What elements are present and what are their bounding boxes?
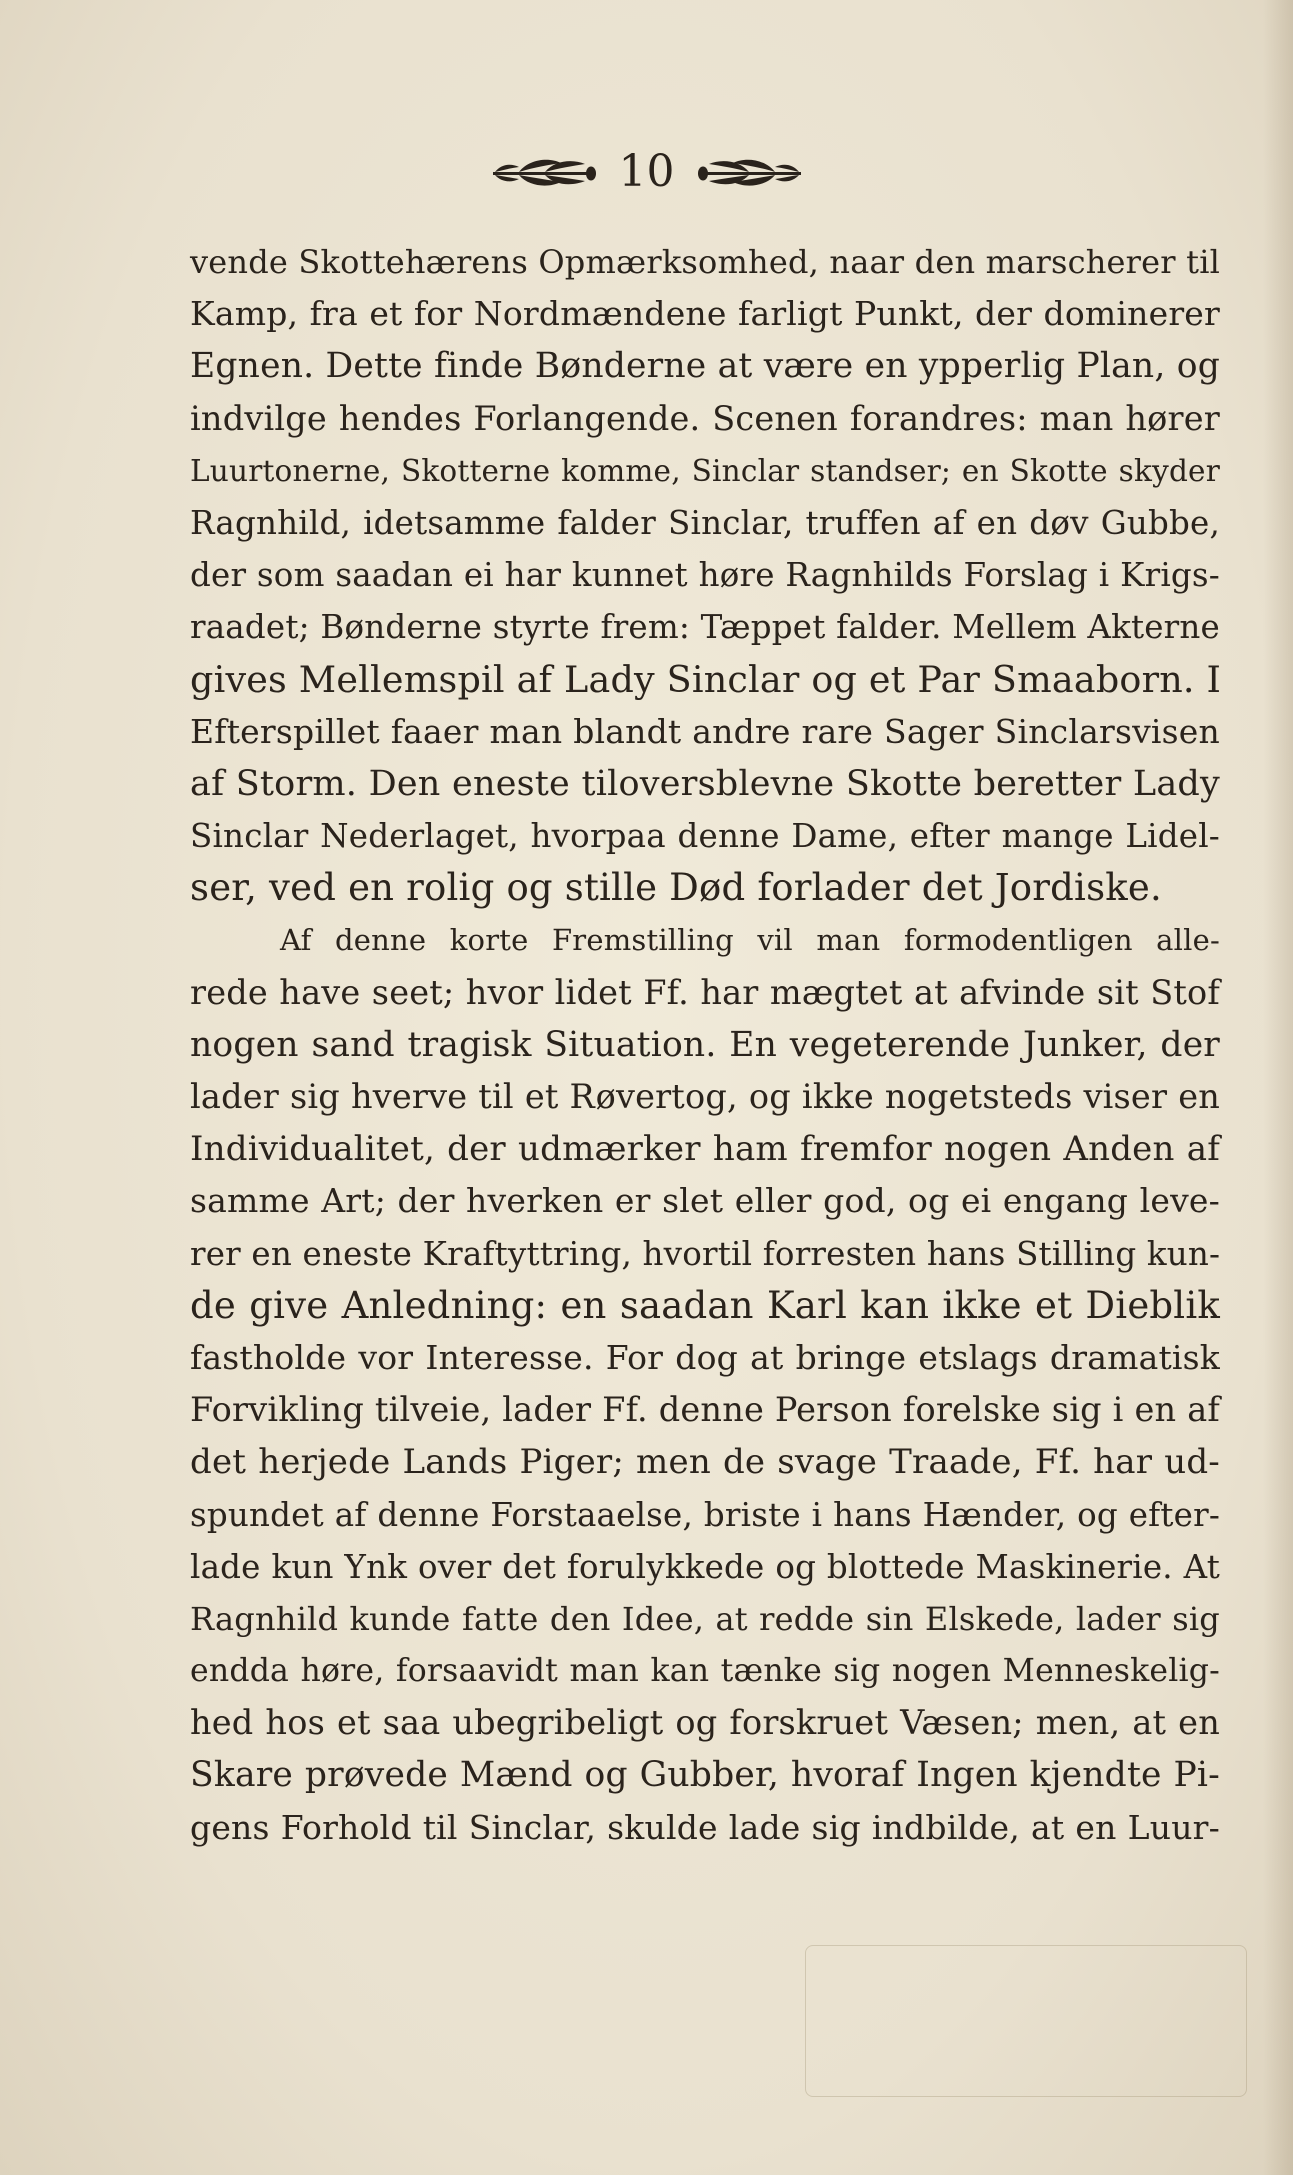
page-edge-shadow (1263, 0, 1293, 2175)
text-line: Luurtonerne, Skotterne komme, Sinclar standser; en Skotte skyder (190, 453, 1220, 488)
text-line: Ragnhild kunde fatte den Idee, at redde sin Elskede, lader sig (190, 1599, 1220, 1638)
text-line: Sinclar Nederlaget, hvorpaa denne Dame, efter mange Lidel- (190, 817, 1220, 856)
page-stain (805, 1945, 1247, 2097)
text-line: Individualitet, der udmærker ham fremfor nogen Anden af (190, 1129, 1220, 1170)
text-line: lade kun Ynk over det forulykkede og blottede Maskinerie. At (190, 1547, 1220, 1586)
text-line: spundet af denne Forstaaelse, briste i hans Hænder, og efter- (190, 1495, 1220, 1534)
text-line: endda høre, forsaavidt man kan tænke sig nogen Menneskelig- (190, 1653, 1220, 1690)
text-line: af Storm. Den eneste tiloversblevne Skotte beretter Lady (190, 763, 1220, 804)
text-line: rede have seet; hvor lidet Ff. har mægtet at afvinde sit Stof (190, 972, 1220, 1012)
text-line: Skare prøvede Mænd og Gubber, hvoraf Ingen kjendte Pi- (190, 1755, 1220, 1796)
text-line: raadet; Bønderne styrte frem: Tæppet falder. Mellem Akterne (190, 608, 1220, 647)
leaf-ornament-right-icon (697, 155, 805, 189)
text-line: vende Skottehærens Opmærksomhed, naar den marscherer til (190, 243, 1221, 281)
paragraph-2 (190, 914, 1220, 1853)
text-line: Af denne korte Fremstilling vil man formodentligen alle- (280, 923, 1220, 958)
page-number: 10 (618, 146, 675, 197)
text-line: der som saadan ei har kunnet høre Ragnhilds Forslag i Krigs- (190, 556, 1220, 595)
text-line: Egnen. Dette finde Bønderne at være en ypperlig Plan, og (190, 346, 1220, 387)
text-line: rer en eneste Kraftyttring, hvortil forresten hans Stilling kun- (190, 1234, 1221, 1273)
body-text (190, 236, 1220, 1854)
text-line: gens Forhold til Sinclar, skulde lade sig indbilde, at en Luur- (190, 1807, 1220, 1847)
text-line: Kamp, fra et for Nordmændene farligt Punkt, der dominerer (190, 294, 1220, 334)
text-line: gives Mellemspil af Lady Sinclar og et Par Smaaborn. I (190, 657, 1222, 701)
text-line: indvilge hendes Forlangende. Scenen forandres: man hører (190, 398, 1220, 438)
text-line: det herjede Lands Piger; men de svage Traade, Ff. har ud- (190, 1442, 1220, 1483)
text-line: fastholde vor Interesse. For dog at bringe etslags dramatisk (190, 1337, 1220, 1377)
text-line: Efterspillet faaer man blandt andre rare Sager Sinclarsvisen (190, 711, 1220, 751)
text-line: nogen sand tragisk Situation. En vegeterende Junker, der (190, 1024, 1220, 1065)
text-line: de give Anledning: en saadan Karl kan ikke et Dieblik (190, 1283, 1220, 1327)
leaf-ornament-left-icon (489, 155, 597, 189)
paragraph-1 (190, 236, 1220, 914)
text-line: samme Art; der hverken er slet eller god, og ei engang leve- (190, 1181, 1220, 1221)
page-header (0, 146, 1293, 197)
text-line: Forvikling tilveie, lader Ff. denne Person forelske sig i en af (190, 1390, 1220, 1430)
text-line: ser, ved en rolig og stille Død forlader det Jordiske. (190, 866, 1162, 910)
text-line: lader sig hverve til et Røvertog, og ikke nogetsteds viser en (190, 1077, 1220, 1116)
text-line: hed hos et saa ubegribeligt og forskruet Væsen; men, at en (190, 1703, 1220, 1743)
text-line: Ragnhild, idetsamme falder Sinclar, truffen af en døv Gubbe, (190, 503, 1220, 542)
